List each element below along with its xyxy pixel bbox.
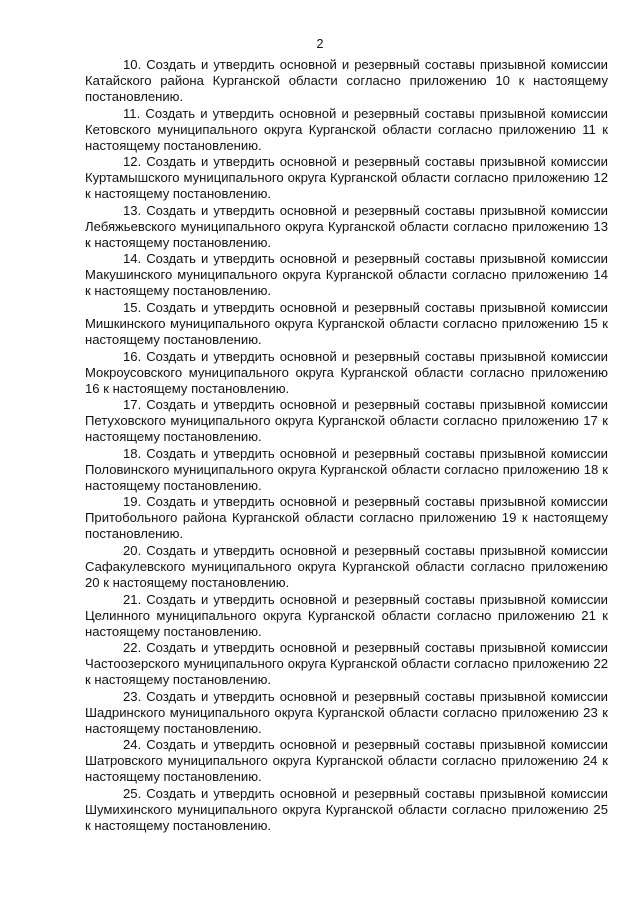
paragraph-17: 17. Создать и утвердить основной и резервный составы призывной комиссии Петуховского муниципального округа Курганской области согласно приложению 17 к настоящему постановлению. [85, 397, 608, 445]
paragraph-11: 11. Создать и утвердить основной и резервный составы призывной комиссии Кетовского муниципального округа Курганской области согласно приложению 11 к настоящему постановлению. [85, 105, 608, 153]
paragraph-25: 25. Создать и утвердить основной и резервный составы призывной комиссии Шумихинского муниципального округа Курганской области согласно приложению 25 к настоящему постановлению. [85, 785, 608, 833]
paragraph-24: 24. Создать и утвердить основной и резервный составы призывной комиссии Шатровского муниципального округа Курганской области согласно приложению 24 к настоящему постановлению. [85, 737, 608, 785]
paragraph-21: 21. Создать и утвердить основной и резервный составы призывной комиссии Целинного муниципального округа Курганской области согласно приложению 21 к настоящему постановлению. [85, 591, 608, 639]
paragraph-19: 19. Создать и утвердить основной и резервный составы призывной комиссии Притобольного района Курганской области согласно приложению 19 к настоящему постановлению. [85, 494, 608, 542]
paragraph-18: 18. Создать и утвердить основной и резервный составы призывной комиссии Половинского муниципального округа Курганской области согласно приложению 18 к настоящему постановлению. [85, 445, 608, 493]
paragraph-22: 22. Создать и утвердить основной и резервный составы призывной комиссии Частоозерского муниципального округа Курганской области согласно приложению 22 к настоящему постановлению. [85, 640, 608, 688]
paragraph-16: 16. Создать и утвердить основной и резервный составы призывной комиссии Мокроусовского муниципального округа Курганской области согласно приложению 16 к настоящему постановлению. [85, 348, 608, 396]
paragraph-14: 14. Создать и утвердить основной и резервный составы призывной комиссии Макушинского муниципального округа Курганской области согласно приложению 14 к настоящему постановлению. [85, 251, 608, 299]
page-number: 2 [316, 37, 324, 51]
paragraph-15: 15. Создать и утвердить основной и резервный составы призывной комиссии Мишкинского муниципального округа Курганской области согласно приложению 15 к настоящему постановлению. [85, 299, 608, 347]
paragraph-10: 10. Создать и утвердить основной и резервный составы призывной комиссии Катайского района Курганской области согласно приложению 10 к настоящему постановлению. [85, 57, 608, 104]
paragraph-23: 23. Создать и утвердить основной и резервный составы призывной комиссии Шадринского муниципального округа Курганской области согласно приложению 23 к настоящему постановлению. [85, 688, 608, 736]
paragraph-13: 13. Создать и утвердить основной и резервный составы призывной комиссии Лебяжьевского муниципального округа Курганской области согласно приложению 13 к настоящему постановлению. [85, 202, 608, 250]
paragraph-12: 12. Создать и утвердить основной и резервный составы призывной комиссии Куртамышского муниципального округа Курганской области согласно приложению 12 к настоящему постановлению. [85, 154, 608, 202]
document-body [85, 57, 608, 835]
paragraph-20: 20. Создать и утвердить основной и резервный составы призывной комиссии Сафакулевского муниципального округа Курганской области согласно приложению 20 к настоящему постановлению. [85, 542, 608, 590]
